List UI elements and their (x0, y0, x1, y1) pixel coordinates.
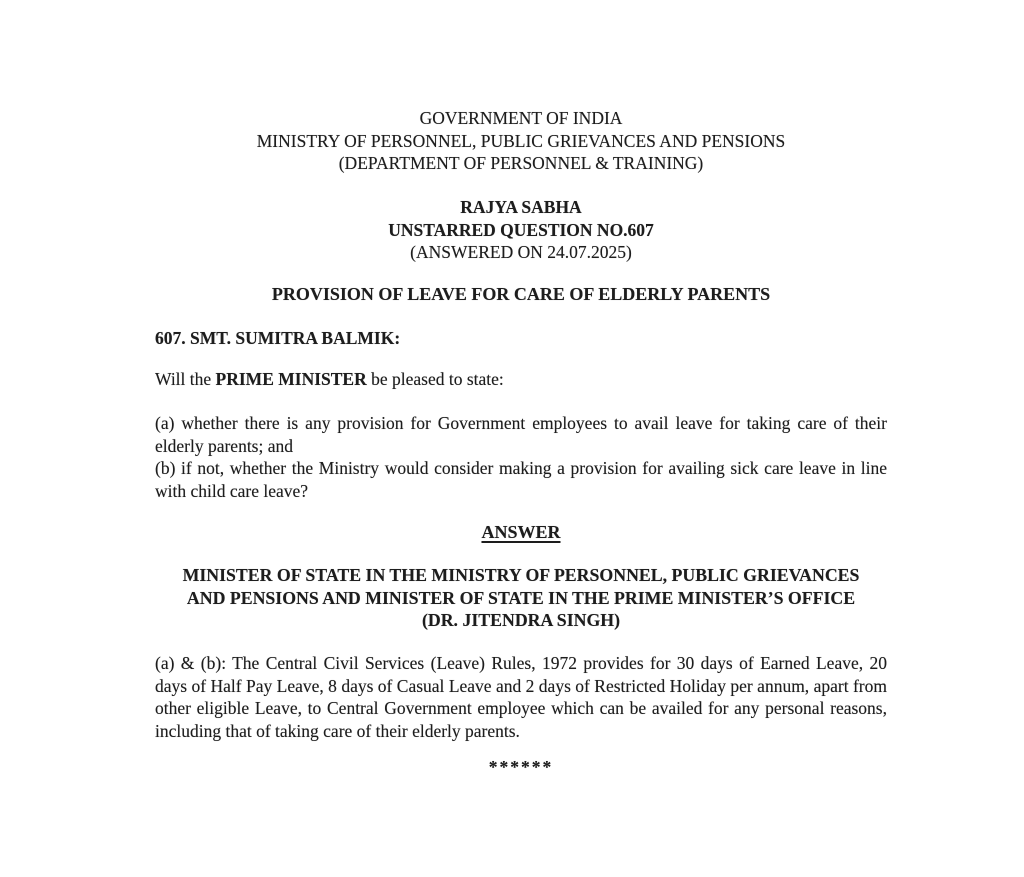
session-block (155, 196, 887, 264)
end-of-document-mark: ****** (488, 757, 554, 777)
ministry-title: MINISTRY OF PERSONNEL, PUBLIC GRIEVANCES AND PENSIONS (256, 130, 786, 151)
question-intro (155, 368, 887, 391)
questioner-name: 607. SMT. SUMITRA BALMIK: (155, 328, 401, 348)
answer-section-heading (155, 521, 887, 544)
minister-line-1: MINISTER OF STATE IN THE MINISTRY OF PERSONNEL, PUBLIC GRIEVANCES (182, 565, 860, 585)
ministry-header (155, 107, 887, 175)
minister-designation (155, 564, 887, 632)
house-name: RAJYA SABHA (460, 197, 582, 217)
answered-on-date: (ANSWERED ON 24.07.2025) (410, 242, 632, 262)
answer-heading-text: ANSWER (481, 522, 561, 542)
intro-post-text: be pleased to state: (366, 369, 504, 389)
subject-title: PROVISION OF LEAVE FOR CARE OF ELDERLY PARENTS (271, 284, 771, 304)
answer-body-paragraph: (a) & (b): The Central Civil Services (Leave) Rules, 1972 provides for 30 days of Earned Leave, 20 days of Half Pay Leave, 8 days of Casual Leave and 2 days of Restricted Holiday per annum, apart from other eligible Leave, to Central Government employee which can be availed for any personal reasons, including that of taking care of their elderly parents. (155, 653, 887, 741)
department-title: (DEPARTMENT OF PERSONNEL & TRAINING) (338, 153, 704, 173)
intro-bold-text: PRIME MINISTER (215, 369, 367, 389)
question-part-a: (a) whether there is any provision for Government employees to avail leave for taking care of their elderly parents; and (155, 413, 887, 456)
government-title: GOVERNMENT OF INDIA (419, 108, 623, 128)
question-part-b: (b) if not, whether the Ministry would consider making a provision for availing sick care leave in line with child care leave? (155, 458, 887, 501)
intro-pre-text: Will the (155, 369, 216, 389)
minister-name: (DR. JITENDRA SINGH) (421, 610, 621, 630)
question-parts (155, 412, 887, 502)
question-number: UNSTARRED QUESTION NO.607 (388, 219, 654, 240)
minister-line-2: AND PENSIONS AND MINISTER OF STATE IN THE PRIME MINISTER’S OFFICE (186, 587, 856, 608)
